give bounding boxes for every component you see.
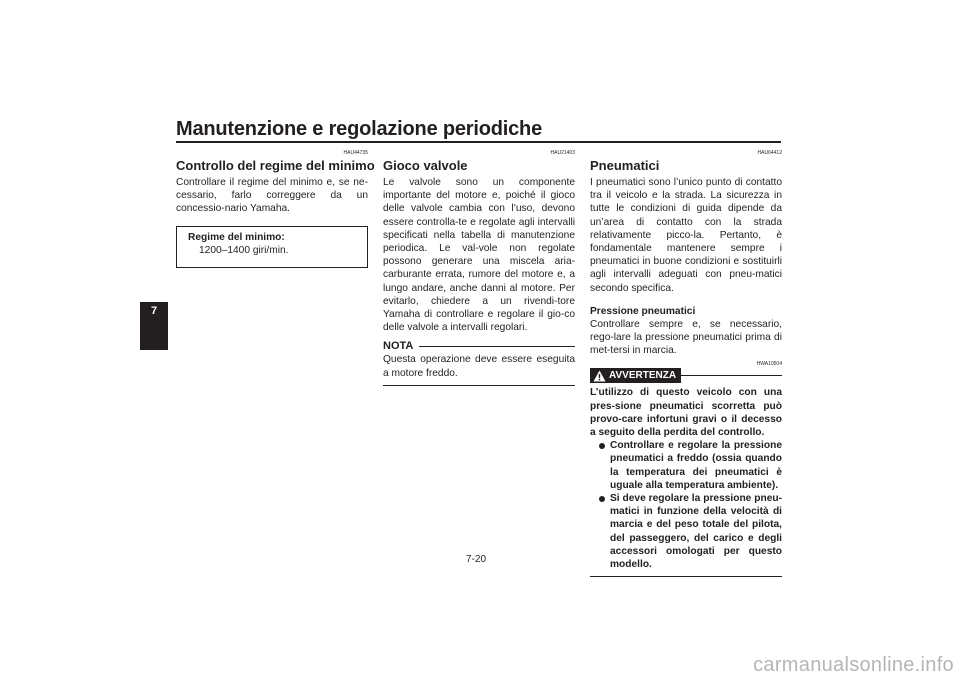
warning-label: AVVERTENZA	[609, 370, 677, 382]
spec-label: Regime del minimo:	[188, 231, 285, 243]
chapter-tab-label: 7	[150, 305, 158, 317]
list-item	[600, 492, 782, 571]
warning-list	[590, 439, 782, 571]
page-title: Manutenzione e regolazione periodiche	[176, 118, 542, 140]
column-idle-speed	[176, 150, 375, 268]
warning-header	[590, 368, 782, 383]
section-body: Le valvole sono un componente importante del motore e, poiché il gioco delle valvole cambia con l’uso, devono essere controlla-te e regolate agli intervalli specificati nella tabella di manutenzione periodica. Le val-vole non regolate possono generare una miscela aria-carburante errata, rumore del motore e, a lungo andare, anche danni al motore. Per evitarlo, chiedere a un rivendi-tore Yamaha di controllare e regolare il gio-co delle valvole a intervalli regolari.	[383, 177, 575, 334]
list-item-text: Controllare e regolare la pressione pneumatici a freddo (ossia quando la temperatura dei pneumatici è uguale alla temperatura ambiente).	[610, 440, 782, 491]
warning-triangle-icon	[593, 370, 606, 382]
sub-body: Controllare sempre e, se necessario, rego-lare la pressione pneumatici prima di met-tersi in marcia.	[590, 318, 782, 357]
page-number: 7-20	[466, 554, 487, 565]
warning-divider	[681, 375, 782, 376]
bullet-icon	[599, 443, 605, 449]
warning-intro: L’utilizzo di questo veicolo con una pres-sione pneumatici scorretta può provo-care infortuni gravi o il decesso a seguito della perdita del controllo.	[590, 387, 782, 439]
section-code: HAU64412	[757, 150, 782, 156]
section-code: HAU44735	[343, 150, 368, 156]
note-header	[383, 339, 575, 353]
chapter-tab	[140, 302, 168, 350]
section-title: Pneumatici	[590, 158, 660, 173]
list-item-text: Si deve regolare la pressione pneu-matici in funzione della velocità di marcia e del peso totale del pilota, del passeggero, del carico e degli accessori omologati per questo modello.	[610, 493, 782, 571]
note-text: Questa operazione deve essere eseguita a motore freddo.	[383, 354, 575, 379]
column-valve-clearance	[383, 150, 575, 386]
section-title: Controllo del regime del minimo	[176, 158, 375, 173]
section-title: Gioco valvole	[383, 158, 468, 173]
section-body: I pneumatici sono l’unico punto di contatto tra il veicolo e la strada. La sicurezza in tutte le condizioni di guida dipende da un’area di contatto con la strada relativamente picco-la. Pertanto, è fondamentale mantenere sempre i pneumatici in buone condizioni e sostituirli agli intervalli adeguati con pneu-matici secondo specifica.	[590, 177, 782, 294]
spec-box	[176, 226, 368, 268]
section-code: HAU21403	[550, 150, 575, 156]
list-item	[600, 439, 782, 492]
warning-end-rule	[590, 576, 782, 577]
note-divider	[419, 346, 575, 347]
subheading: Pressione pneumatici	[590, 305, 696, 317]
warning-code: HWA10504	[756, 361, 782, 368]
watermark: carmanualsonline.info	[753, 654, 954, 676]
note-end-rule	[383, 385, 575, 386]
note-label: NOTA	[383, 340, 414, 353]
column-tires	[590, 150, 782, 577]
title-rule	[176, 141, 781, 143]
bullet-icon	[599, 496, 605, 502]
warning-badge	[590, 368, 681, 383]
spec-value: 1200–1400 giri/min.	[199, 244, 289, 256]
section-body: Controllare il regime del minimo e, se ne-cessario, farlo correggere da un concessio-nario Yamaha.	[176, 177, 368, 215]
